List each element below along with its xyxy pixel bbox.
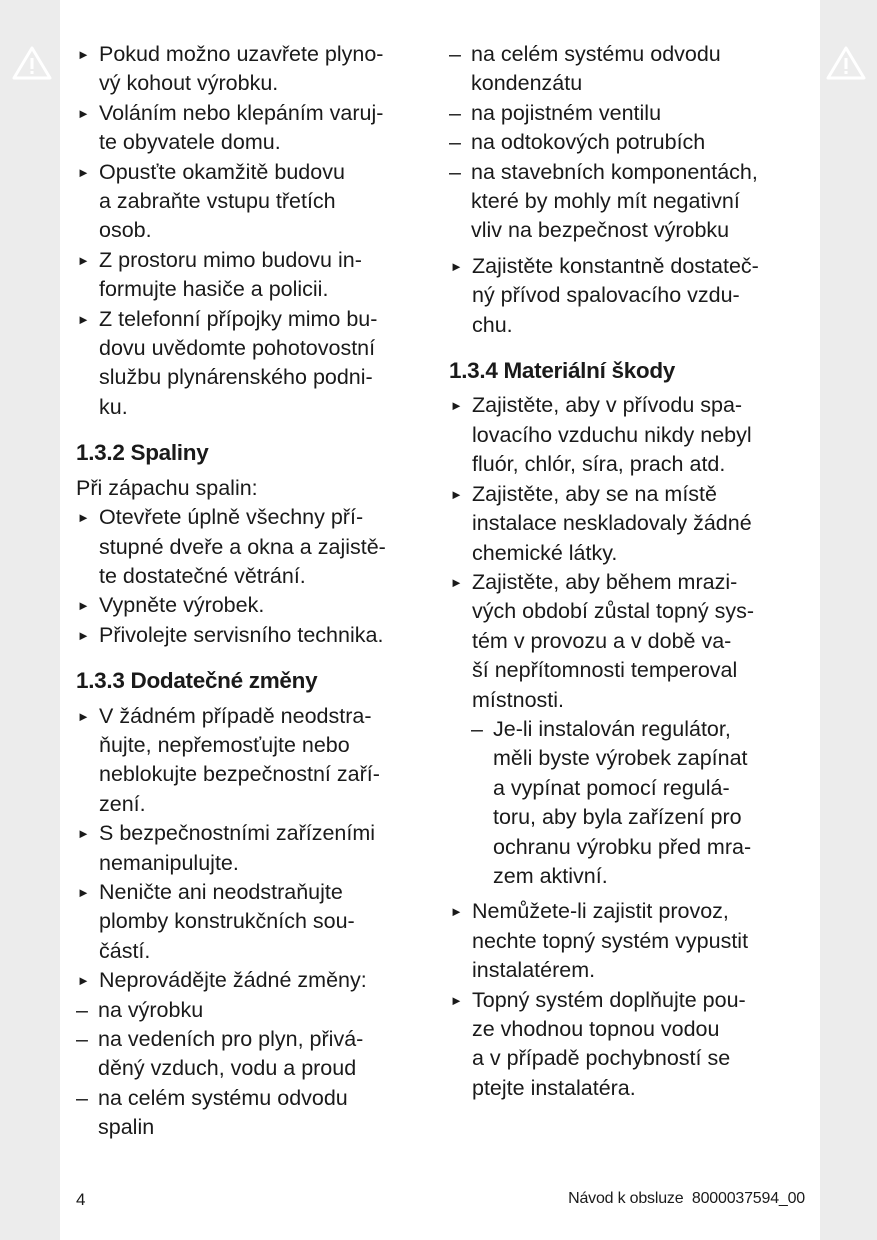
- text-line: ší nepřítomnosti temperoval: [472, 658, 738, 683]
- zmeny-list: [76, 702, 436, 996]
- text-line: fluór, chlór, síra, prach atd.: [472, 452, 726, 477]
- bullet-marker: ►: [77, 708, 90, 724]
- text-line: Topný systém doplňujte pou-: [472, 987, 746, 1012]
- bullet-marker: ►: [450, 904, 463, 920]
- text-line: ze vhodnou topnou vodou: [472, 1017, 720, 1041]
- intro-list: [76, 40, 436, 422]
- text-line: na pojistném ventilu: [471, 100, 662, 125]
- bullet-marker: ►: [77, 884, 90, 900]
- bullet-marker: ►: [77, 598, 90, 614]
- dash-marker: –: [76, 1027, 88, 1051]
- list-item: [76, 819, 436, 878]
- list-item: [449, 897, 811, 985]
- list-item: [449, 568, 811, 715]
- text-line: na odtokových potrubích: [471, 130, 706, 155]
- dash-marker: –: [449, 100, 461, 125]
- text-line: na stavebních komponentách,: [471, 159, 758, 184]
- doc-title: Návod k obsluze: [568, 1190, 684, 1207]
- text-line: Zajistěte konstantně dostateč-: [472, 253, 759, 278]
- spaliny-list: [76, 503, 436, 650]
- text-line: měli byste výrobek zapínat: [493, 746, 748, 771]
- skody-list: [449, 391, 811, 714]
- text-line: službu plynárenského podni-: [99, 365, 373, 390]
- list-item: [449, 391, 811, 479]
- text-line: které by mohly mít negativní: [471, 189, 740, 214]
- text-line: Neprovádějte žádné změny:: [99, 968, 367, 993]
- text-line: zení.: [99, 791, 146, 816]
- dash-item: [449, 40, 811, 99]
- list-item: [76, 305, 436, 423]
- text-line: Je-li instalován regulátor,: [493, 716, 731, 741]
- text-line: lovacího vzduchu nikdy nebyl: [472, 422, 752, 447]
- text-line: te dostatečné větrání.: [99, 563, 306, 588]
- bullet-marker: ►: [450, 574, 463, 590]
- section-heading-spaliny: 1.3.2 Spaliny: [76, 440, 209, 466]
- text-line: místnosti.: [472, 687, 564, 712]
- list-item: [76, 702, 436, 820]
- text-line: Otevřete úplně všechny pří-: [99, 505, 364, 530]
- text-line: a vypínat pomocí regulá-: [493, 775, 730, 800]
- text-line: Neničte ani neodstraňujte: [99, 879, 343, 904]
- text-line: Přivolejte servisního technika.: [99, 622, 384, 647]
- air-supply-list: [449, 252, 811, 340]
- text-line: děný vzduch, vodu a proud: [98, 1056, 357, 1081]
- text-line: chemické látky.: [472, 540, 618, 565]
- text-line: Zajistěte, aby během mrazi-: [472, 569, 738, 594]
- dash-marker: –: [76, 1085, 88, 1110]
- list-item: [76, 99, 436, 158]
- list-item: [76, 591, 436, 620]
- dash-item: [76, 1025, 436, 1084]
- warning-triangle-icon: [826, 46, 866, 80]
- text-line: a v případě pochybností se: [472, 1046, 731, 1071]
- text-line: chu.: [472, 312, 513, 337]
- text-line: neblokujte bezpečnostní zaří-: [99, 762, 380, 787]
- text-line: Vypněte výrobek.: [99, 593, 265, 618]
- dash-marker: –: [449, 42, 461, 66]
- text-line: Voláním nebo klepáním varuj-: [99, 100, 384, 125]
- regulator-note: [449, 715, 811, 891]
- text-line: na výrobku: [98, 997, 204, 1022]
- text-line: Nemůžete-li zajistit provoz,: [472, 899, 729, 924]
- bullet-marker: ►: [450, 258, 463, 274]
- list-item: [76, 878, 436, 966]
- section-heading-zmeny: 1.3.3 Dodatečné změny: [76, 668, 318, 694]
- text-line: na celém systému odvodu: [98, 1085, 348, 1110]
- text-line: spalin: [98, 1115, 155, 1140]
- text-line: vliv na bezpečnost výrobku: [471, 218, 730, 243]
- bullet-marker: ►: [77, 47, 90, 62]
- text-line: instalatérem.: [472, 958, 596, 983]
- bullet-marker: ►: [77, 826, 90, 842]
- list-item: [449, 986, 811, 1104]
- text-line: na vedeních pro plyn, přivá-: [98, 1027, 364, 1051]
- document-footer: [555, 1190, 805, 1208]
- dash-marker: –: [449, 159, 461, 184]
- text-line: Pokud možno uzavřete plyno-: [99, 42, 384, 66]
- text-line: nemanipulujte.: [99, 850, 239, 875]
- dash-item: [449, 128, 811, 157]
- text-line: dovu uvědomte pohotovostní: [99, 336, 376, 361]
- bullet-marker: ►: [450, 992, 463, 1008]
- text-line: vý kohout výrobku.: [99, 71, 279, 96]
- warning-triangle-icon: [12, 46, 52, 80]
- text-line: osob.: [99, 218, 152, 243]
- skody-list-b: [449, 897, 811, 1103]
- list-item: [76, 158, 436, 246]
- text-line: V žádném případě neodstra-: [99, 703, 372, 728]
- text-line: toru, aby byla zařízení pro: [493, 805, 742, 830]
- text-line: ptejte instalatéra.: [472, 1075, 636, 1100]
- text-line: částí.: [99, 938, 151, 963]
- text-line: Zajistěte, aby v přívodu spa-: [472, 393, 743, 418]
- bullet-marker: ►: [77, 510, 90, 526]
- text-line: stupné dveře a okna a zajistě-: [99, 534, 386, 559]
- text-line: Zajistěte, aby se na místě: [472, 481, 717, 506]
- bullet-marker: ►: [450, 398, 463, 414]
- text-line: kondenzátu: [471, 71, 583, 96]
- text-line: vých období zůstal topný sys-: [472, 599, 755, 624]
- dash-marker: –: [76, 997, 88, 1022]
- bullet-marker: ►: [77, 164, 90, 180]
- dash-item: [449, 99, 811, 128]
- text-line: ku.: [99, 394, 128, 419]
- doc-number: 8000037594_00: [691, 1190, 805, 1207]
- section-lead: Při zápachu spalin:: [76, 475, 258, 500]
- text-line: na celém systému odvodu: [471, 42, 721, 66]
- list-item: [449, 252, 811, 340]
- list-item: [76, 966, 436, 995]
- page-number: 4: [76, 1190, 86, 1209]
- text-line: Opusťte okamžitě budovu: [99, 159, 345, 184]
- list-item: [76, 246, 436, 305]
- bullet-marker: ►: [77, 252, 90, 268]
- bullet-marker: ►: [77, 311, 90, 327]
- list-item: [76, 40, 436, 99]
- text-line: tém v provozu a v době va-: [472, 628, 732, 653]
- text-line: te obyvatele domu.: [99, 130, 281, 155]
- list-item: [76, 621, 436, 650]
- bullet-marker: ►: [77, 105, 90, 121]
- bullet-marker: ►: [77, 973, 90, 989]
- text-line: Z telefonní přípojky mimo bu-: [99, 306, 378, 331]
- text-line: ný přívod spalovacího vzdu-: [472, 283, 740, 308]
- bullet-marker: ►: [77, 627, 90, 643]
- text-line: ňujte, nepřemosťujte nebo: [99, 732, 350, 757]
- text-line: formujte hasiče a policii.: [99, 277, 329, 302]
- list-item: [76, 503, 436, 591]
- right-column: [449, 40, 811, 1103]
- dash-marker: –: [449, 130, 461, 155]
- dash-item: [76, 1084, 436, 1143]
- text-line: a zabraňte vstupu třetích: [99, 189, 336, 214]
- text-line: zem aktivní.: [493, 863, 608, 888]
- section-heading-skody: 1.3.4 Materiální škody: [449, 358, 676, 384]
- sub-dash-item: [449, 715, 811, 891]
- changes-dash-list: [449, 40, 811, 246]
- text-line: ochranu výrobku před mra-: [493, 834, 752, 859]
- left-column: [76, 40, 436, 1143]
- dash-item: [449, 158, 811, 246]
- text-line: Z prostoru mimo budovu in-: [99, 247, 362, 272]
- text-line: nechte topný systém vypustit: [472, 928, 749, 953]
- bullet-marker: ►: [450, 486, 463, 502]
- dash-marker: –: [471, 716, 483, 741]
- text-line: S bezpečnostními zařízeními: [99, 821, 376, 846]
- list-item: [449, 480, 811, 568]
- text-line: plomby konstrukčních sou-: [99, 909, 355, 934]
- zmeny-dash-list: [76, 996, 436, 1143]
- dash-item: [76, 996, 436, 1025]
- text-line: instalace neskladovaly žádné: [472, 511, 752, 536]
